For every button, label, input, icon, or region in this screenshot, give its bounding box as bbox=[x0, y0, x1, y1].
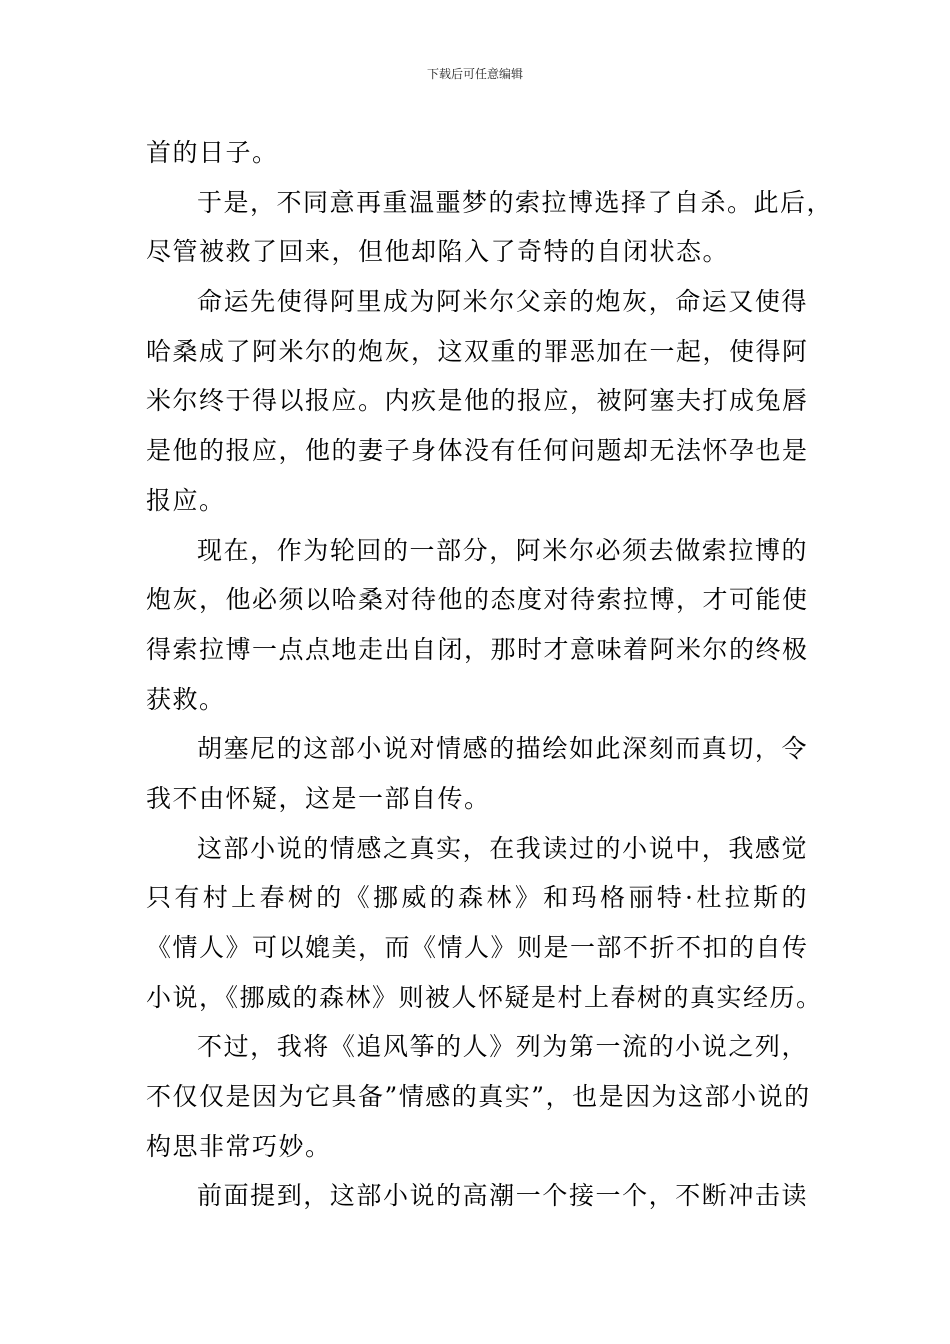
text-line: 是他的报应，他的妻子身体没有任何问题却无法怀孕也是 bbox=[146, 436, 809, 466]
text-line: 不仅仅是因为它具备”情感的真实”，也是因为这部小说的 bbox=[146, 1082, 811, 1112]
text-line: 只有村上春树的《挪威的森林》和玛格丽特·杜拉斯的 bbox=[146, 883, 808, 913]
text-line: 构思非常巧妙。 bbox=[146, 1131, 332, 1161]
text-line: 炮灰，他必须以哈桑对待他的态度对待索拉博，才可能使 bbox=[146, 585, 809, 615]
text-line: 这部小说的情感之真实，在我读过的小说中，我感觉 bbox=[197, 833, 808, 863]
text-line: 不过，我将《追风筝的人》列为第一流的小说之列， bbox=[197, 1032, 808, 1062]
text-line: 尽管被救了回来，但他却陷入了奇特的自闭状态。 bbox=[146, 237, 730, 267]
text-line: 哈桑成了阿米尔的炮灰，这双重的罪恶加在一起，使得阿 bbox=[146, 336, 809, 366]
text-line: 获救。 bbox=[146, 684, 226, 714]
document-body bbox=[146, 128, 834, 1221]
text-line: 前面提到，这部小说的高潮一个接一个，不断冲击读 bbox=[197, 1181, 808, 1211]
text-line: 报应。 bbox=[146, 485, 226, 515]
text-line: 现在，作为轮回的一部分，阿米尔必须去做索拉博的 bbox=[197, 535, 808, 565]
text-line: 首的日子。 bbox=[146, 138, 279, 167]
page-header: 下载后可任意编辑 bbox=[426, 67, 523, 81]
text-line: 米尔终于得以报应。内疚是他的报应，被阿塞夫打成兔唇 bbox=[146, 386, 809, 416]
text-line: 我不由怀疑，这是一部自传。 bbox=[146, 783, 491, 813]
text-line: 得索拉博一点点地走出自闭，那时才意味着阿米尔的终极 bbox=[146, 634, 809, 664]
text-line: 《情人》可以媲美，而《情人》则是一部不折不扣的自传 bbox=[146, 933, 809, 962]
text-line: 于是，不同意再重温噩梦的索拉博选择了自杀。此后， bbox=[197, 187, 834, 217]
text-line: 小说，《挪威的森林》则被人怀疑是村上春树的真实经历。 bbox=[146, 982, 823, 1012]
text-line: 胡塞尼的这部小说对情感的描绘如此深刻而真切，令 bbox=[197, 734, 808, 764]
text-line: 命运先使得阿里成为阿米尔父亲的炮灰，命运又使得 bbox=[197, 287, 808, 317]
